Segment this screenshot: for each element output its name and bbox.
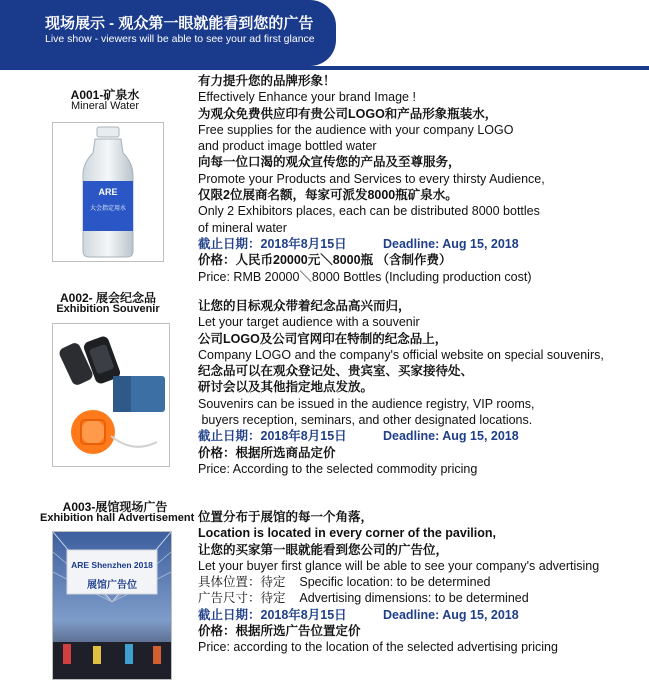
item-code-a001: A001-矿泉水 bbox=[70, 88, 140, 102]
deadline-en: Deadline: Aug 15, 2018 bbox=[383, 429, 519, 444]
deadline-line bbox=[198, 607, 599, 623]
deadline-en: Deadline: Aug 15, 2018 bbox=[383, 607, 519, 622]
deadline-en: Deadline: Aug 15, 2018 bbox=[383, 236, 519, 251]
deadline-cn: 截止日期：2018年8月15日 bbox=[198, 607, 347, 622]
text-line: 有力提升您的品牌形象！ bbox=[198, 74, 336, 88]
item-code-a002: A002- 展会纪念品 bbox=[59, 291, 157, 305]
item-name-a001: Mineral Water bbox=[70, 100, 140, 112]
text-line: 纪念品可以在观众登记处、贵宾室、买家接待处、 bbox=[198, 364, 474, 379]
text-line: Promote your Products and Services to every thirsty Audience, bbox=[198, 171, 545, 186]
deadline-line bbox=[198, 236, 545, 252]
poster-title-cn: 展馆广告位 bbox=[87, 580, 137, 591]
section-banner bbox=[0, 0, 336, 66]
item-code-a003: A003-展馆现场广告 bbox=[62, 500, 168, 514]
text-line: and product image bottled water bbox=[198, 139, 377, 154]
price-cn: 价格：根据所选广告位置定价 bbox=[198, 624, 361, 639]
banner-title: 现场展示 - 观众第一眼就能看到您的广告 bbox=[45, 15, 314, 32]
text-line: buyers reception, seminars, and other designated locations. bbox=[198, 413, 533, 428]
item-text-a003 bbox=[198, 509, 599, 656]
text-line: 让您的目标观众带着纪念品高兴而归， bbox=[198, 299, 411, 313]
banner-subtitle: Live show - viewers will be able to see your ad first glance bbox=[45, 33, 315, 45]
text-line: Let your target audience with a souvenir bbox=[198, 315, 420, 330]
text-line: 位置分布于展馆的每一个角落， bbox=[198, 510, 374, 524]
text-line: 研讨会以及其他指定地点发放。 bbox=[198, 380, 374, 395]
price-cn: 价格：人民币20000元＼8000瓶 （含制作费） bbox=[198, 253, 452, 268]
poster-title-en: ARE Shenzhen 2018 bbox=[71, 560, 153, 570]
text-line: Let your buyer first glance will be able to see your company's advertising bbox=[198, 558, 600, 573]
text-line: of mineral water bbox=[198, 220, 287, 235]
text-line: Only 2 Exhibitors places, each can be distributed 8000 bottles bbox=[198, 204, 540, 219]
deadline-cn: 截止日期：2018年8月15日 bbox=[198, 236, 347, 251]
text-line: 广告尺寸：待定 Advertising dimensions: to be determined bbox=[198, 591, 529, 606]
souvenir-photo bbox=[52, 323, 170, 467]
item-text-a002 bbox=[198, 298, 604, 477]
text-line: Company LOGO and the company's official website on special souvenirs, bbox=[198, 347, 604, 362]
item-name-a003: Exhibition hall Advertisement bbox=[40, 512, 195, 524]
text-line: 具体位置：待定 Specific location: to be determined bbox=[198, 575, 491, 590]
price-en: Price: according to the location of the selected advertising pricing bbox=[198, 640, 558, 655]
mineral-water-photo bbox=[52, 122, 164, 262]
price-cn: 价格：根据所选商品定价 bbox=[198, 445, 336, 460]
text-line: 向每一位口渴的观众宣传您的产品及至尊服务， bbox=[198, 155, 461, 170]
text-line: Location is located in every corner of the pavilion, bbox=[198, 526, 496, 541]
text-line: Free supplies for the audience with your company LOGO bbox=[198, 122, 514, 137]
price-en: Price: RMB 20000＼8000 Bottles (Including production cost) bbox=[198, 269, 532, 284]
souvenir-items-icon bbox=[53, 324, 169, 466]
bottle-sublabel: 大会指定用水 bbox=[89, 206, 126, 212]
text-line: Effectively Enhance your brand Image ! bbox=[198, 90, 416, 105]
bottle-label: ARE bbox=[98, 187, 118, 197]
text-line: Souvenirs can be issued in the audience registry, VIP rooms, bbox=[198, 396, 535, 411]
item-name-a002: Exhibition Souvenir bbox=[56, 303, 160, 315]
deadline-line bbox=[198, 428, 604, 444]
text-line: 让您的买家第一眼就能看到您公司的广告位， bbox=[198, 542, 449, 557]
item-text-a001 bbox=[198, 73, 545, 285]
text-line: 公司LOGO及公司官网印在特制的纪念品上， bbox=[198, 331, 448, 346]
deadline-cn: 截止日期：2018年8月15日 bbox=[198, 429, 347, 444]
exhibition-hall-icon bbox=[53, 532, 171, 679]
hall-advertisement-photo bbox=[52, 531, 172, 680]
banner-rule bbox=[0, 66, 649, 70]
text-line: 为观众免费供应印有贵公司LOGO和产品形象瓶装水， bbox=[198, 106, 498, 121]
price-en: Price: According to the selected commodity pricing bbox=[198, 461, 478, 476]
text-line: 仅限2位展商名额，每家可派发8000瓶矿泉水。 bbox=[198, 188, 458, 203]
